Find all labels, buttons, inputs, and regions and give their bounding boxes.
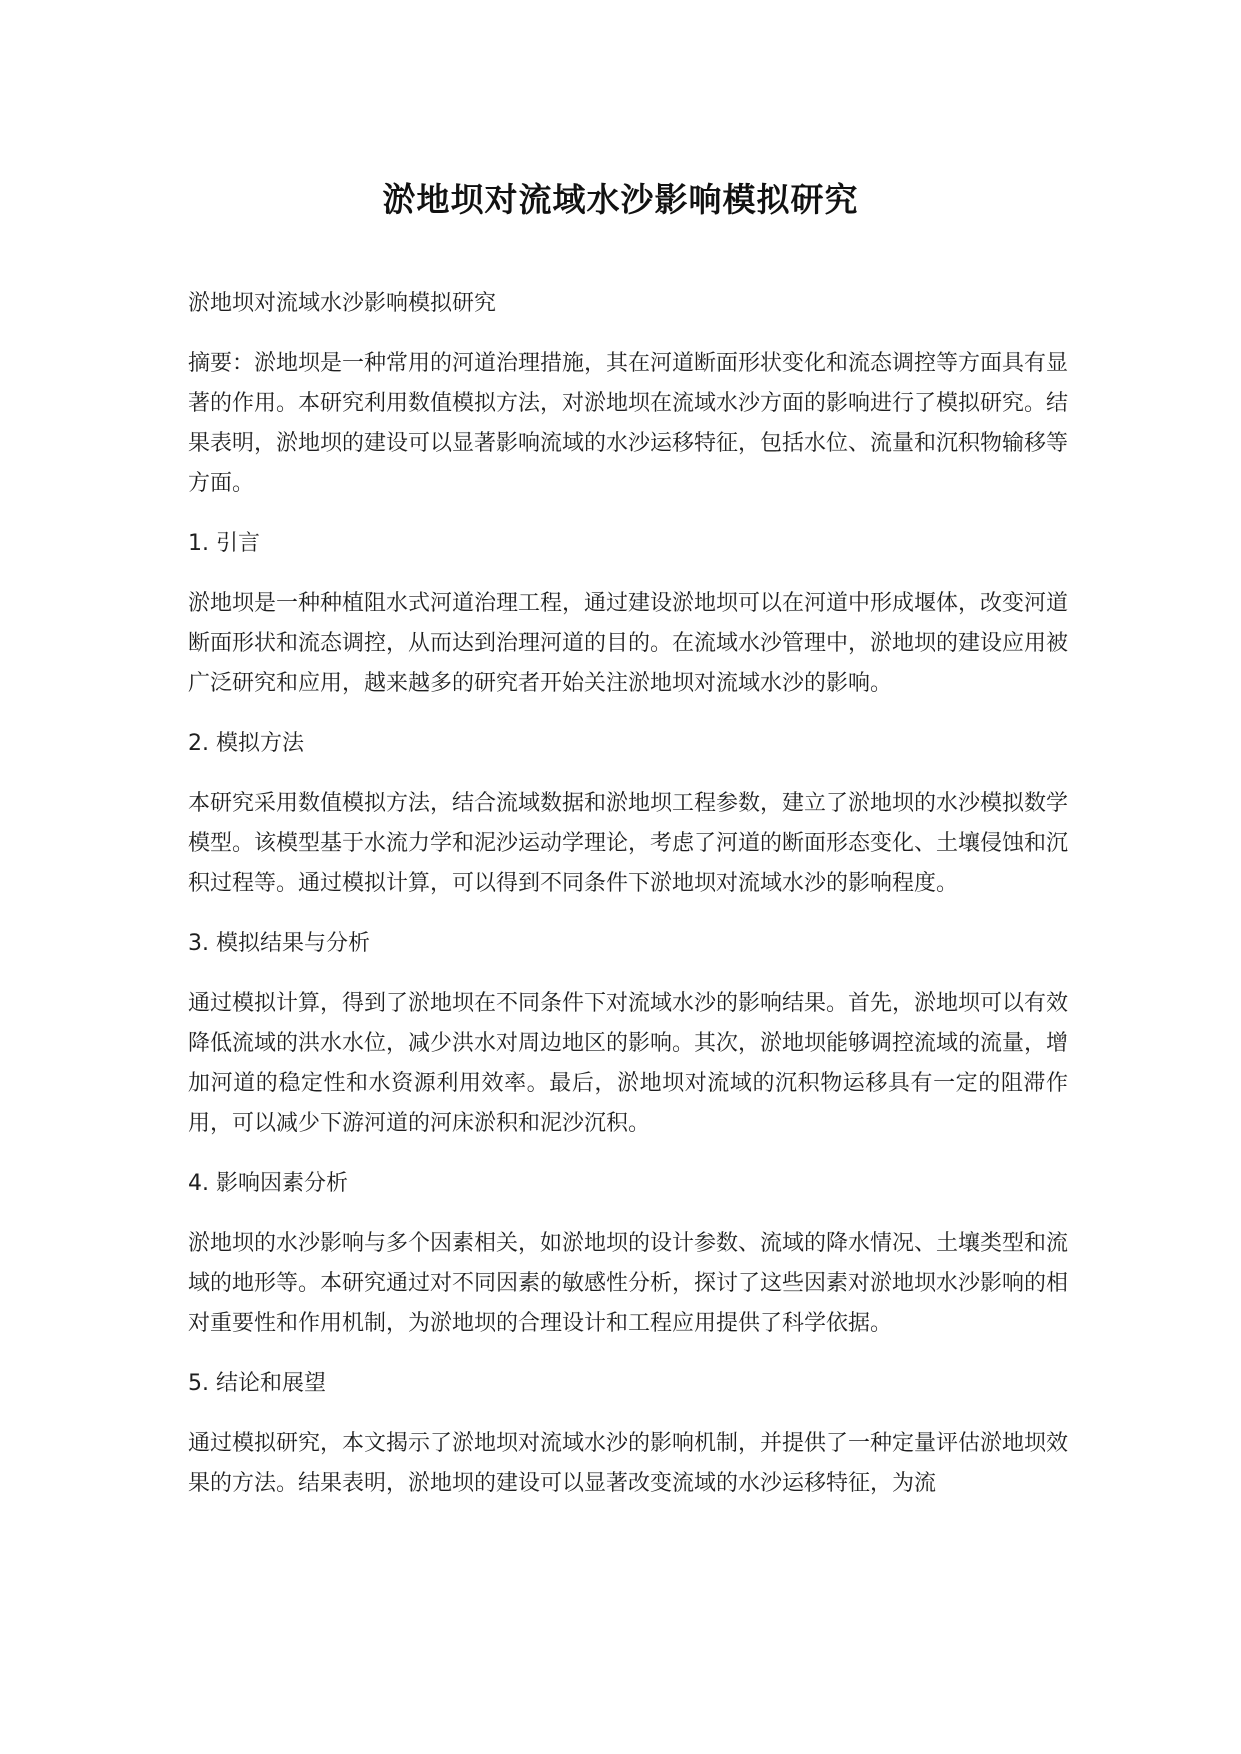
section-heading-introduction: 1. 引言 bbox=[188, 531, 260, 556]
section-body-factors: 淤地坝的水沙影响与多个因素相关，如淤地坝的设计参数、流域的降水情况、土壤类型和流域的地形等。本研究通过对不同因素的敏感性分析，探讨了这些因素对淤地坝水沙影响的相对重要性和作用机制，为淤地坝的合理设计和工程应用提供了科学依据。 bbox=[188, 1231, 1069, 1336]
document-body bbox=[188, 284, 1068, 1524]
section-body-method: 本研究采用数值模拟方法，结合流域数据和淤地坝工程参数，建立了淤地坝的水沙模拟数学模型。该模型基于水流力学和泥沙运动学理论，考虑了河道的断面形态变化、土壤侵蚀和沉积过程等。通过模拟计算，可以得到不同条件下淤地坝对流域水沙的影响程度。 bbox=[188, 791, 1069, 896]
document-title: 淤地坝对流域水沙影响模拟研究 bbox=[382, 180, 859, 219]
section-body-conclusion: 通过模拟研究，本文揭示了淤地坝对流域水沙的影响机制，并提供了一种定量评估淤地坝效果的方法。结果表明，淤地坝的建设可以显著改变流域的水沙运移特征，为流 bbox=[188, 1431, 1069, 1496]
section-heading-conclusion: 5. 结论和展望 bbox=[188, 1371, 326, 1396]
section-body-introduction: 淤地坝是一种种植阻水式河道治理工程，通过建设淤地坝可以在河道中形成堰体，改变河道断面形状和流态调控，从而达到治理河道的目的。在流域水沙管理中，淤地坝的建设应用被广泛研究和应用，越来越多的研究者开始关注淤地坝对流域水沙的影响。 bbox=[188, 591, 1069, 696]
document-subtitle: 淤地坝对流域水沙影响模拟研究 bbox=[188, 291, 497, 316]
section-heading-results: 3. 模拟结果与分析 bbox=[188, 931, 370, 956]
section-heading-method: 2. 模拟方法 bbox=[188, 731, 304, 756]
section-body-results: 通过模拟计算，得到了淤地坝在不同条件下对流域水沙的影响结果。首先，淤地坝可以有效降低流域的洪水水位，减少洪水对周边地区的影响。其次，淤地坝能够调控流域的流量，增加河道的稳定性和水资源利用效率。最后，淤地坝对流域的沉积物运移具有一定的阻滞作用，可以减少下游河道的河床淤积和泥沙沉积。 bbox=[188, 991, 1069, 1136]
abstract-paragraph: 摘要：淤地坝是一种常用的河道治理措施，其在河道断面形状变化和流态调控等方面具有显著的作用。本研究利用数值模拟方法，对淤地坝在流域水沙方面的影响进行了模拟研究。结果表明，淤地坝的建设可以显著影响流域的水沙运移特征，包括水位、流量和沉积物输移等方面。 bbox=[188, 351, 1069, 496]
section-heading-factors: 4. 影响因素分析 bbox=[188, 1171, 348, 1196]
